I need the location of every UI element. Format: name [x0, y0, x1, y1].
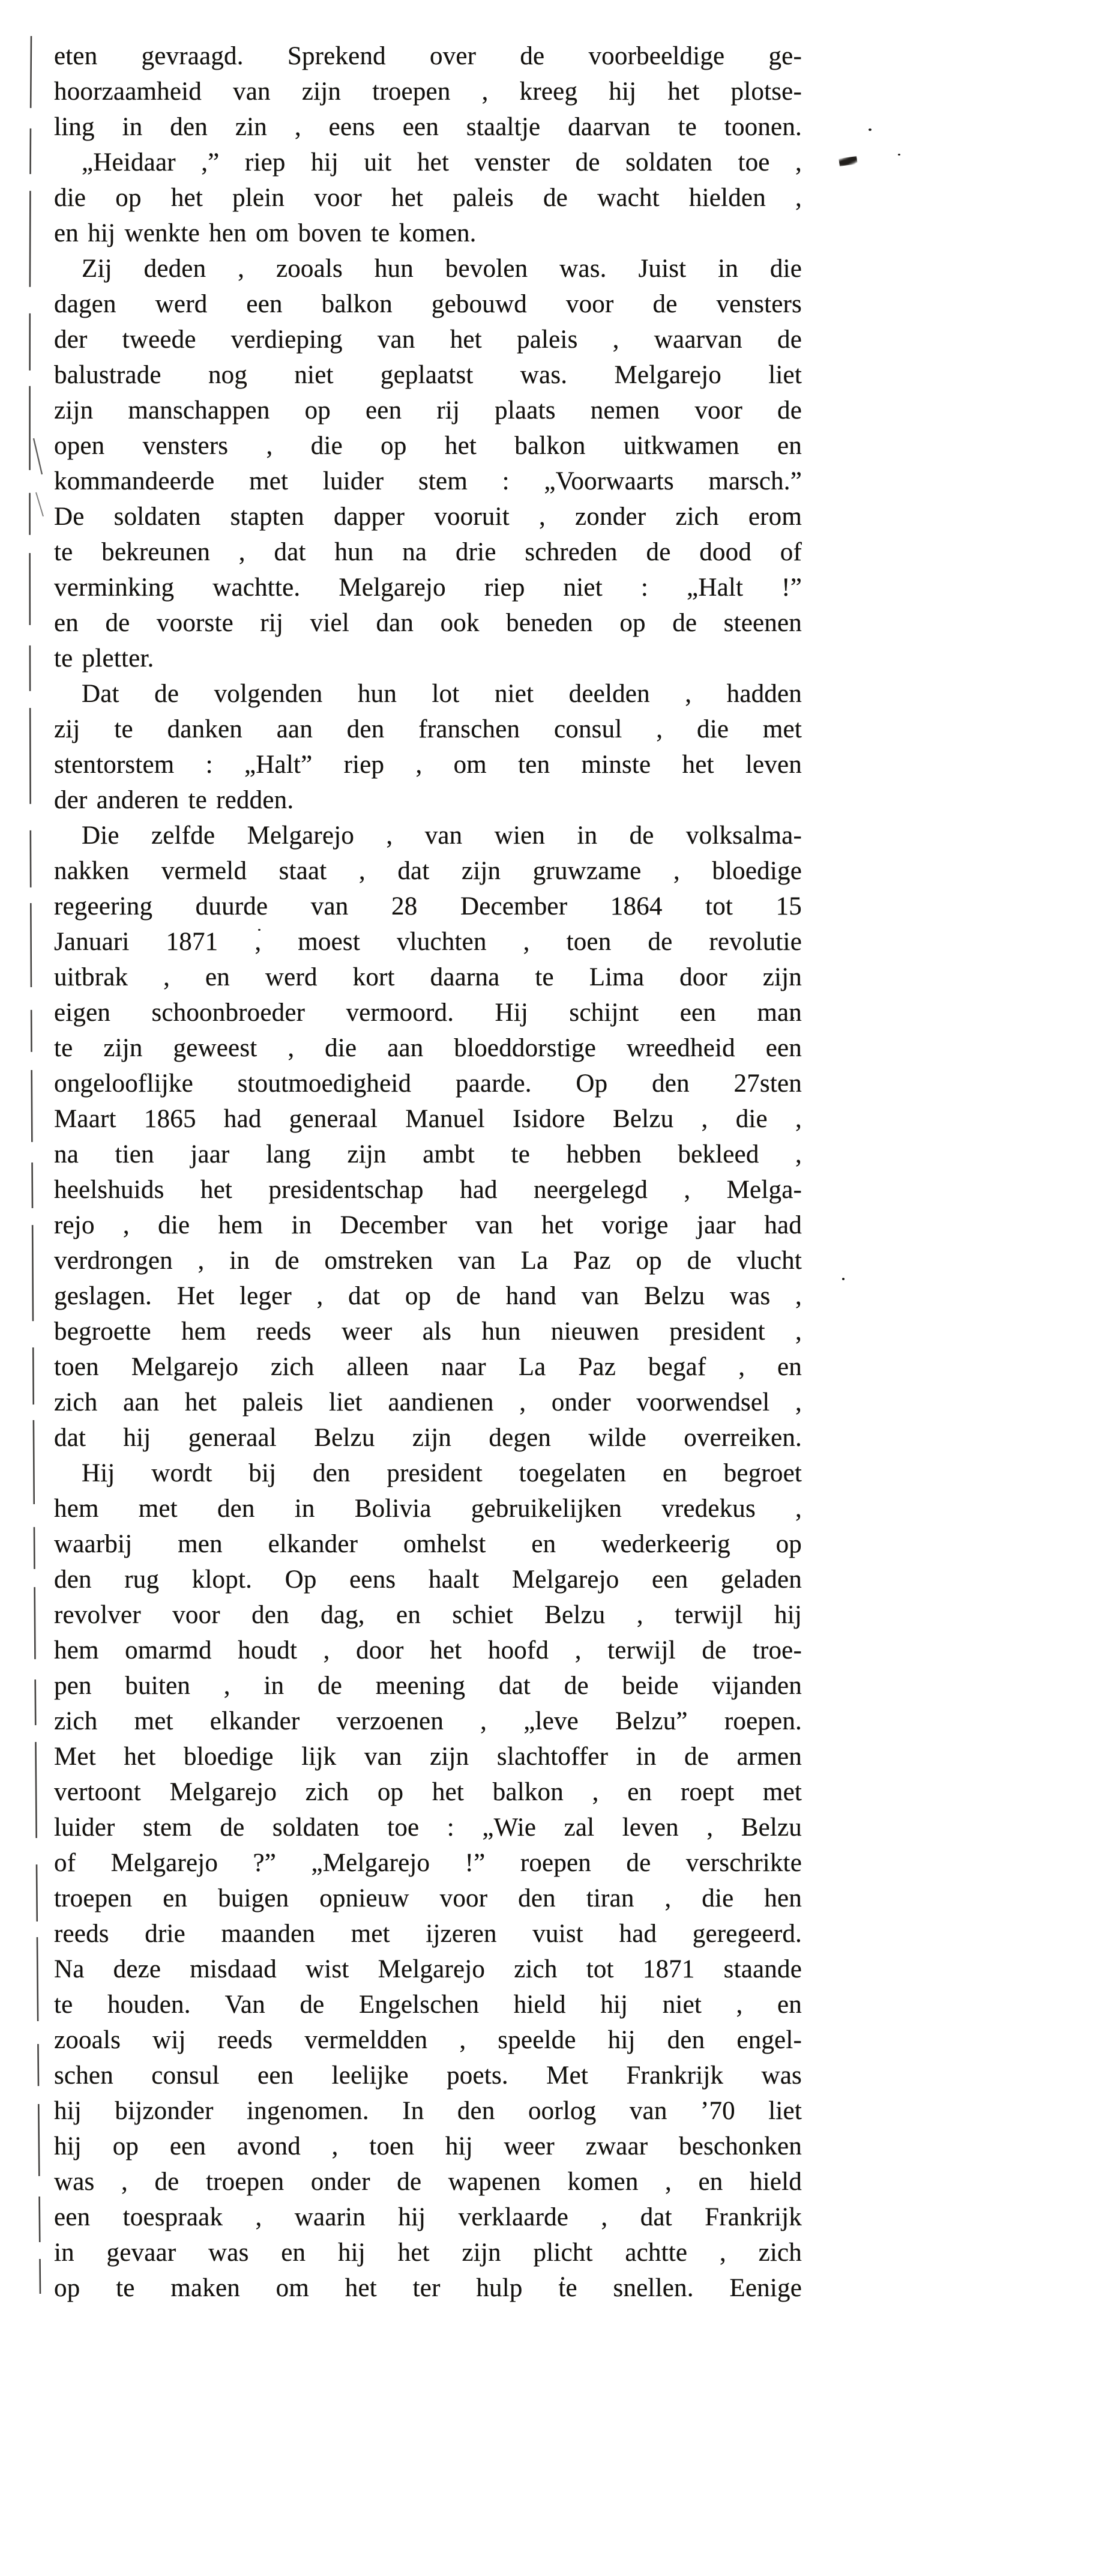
- ink-speck: [842, 1278, 845, 1280]
- text-line: Zij deden , zooals hun bevolen was. Juist in die: [82, 255, 802, 283]
- text-line: open vensters , die op het balkon uitkwamen en: [54, 432, 802, 460]
- text-line: was , de troepen onder de wapenen komen , en hield: [54, 2168, 802, 2196]
- text-line: der anderen te redden.: [54, 786, 294, 814]
- text-line: ling in den zin , eens een staaltje daarvan te toonen.: [54, 113, 802, 141]
- text-line: heelshuids het presidentschap had neergelegd , Melga-: [54, 1176, 802, 1204]
- text-line: te houden. Van de Engelschen hield hij niet , en: [54, 1991, 802, 2019]
- text-line: Die zelfde Melgarejo , van wien in de volksalma-: [82, 821, 802, 850]
- text-line: der tweede verdieping van het paleis , waarvan de: [54, 325, 802, 354]
- text-line: „Heidaar ,” riep hij uit het venster de soldaten toe ,: [82, 148, 802, 177]
- text-line: eten gevraagd. Sprekend over de voorbeeldige ge-: [54, 42, 802, 70]
- text-line: uitbrak , en werd kort daarna te Lima door zijn: [54, 963, 802, 991]
- text-line: zij te danken aan den franschen consul , die met: [54, 715, 802, 743]
- text-line: Na deze misdaad wist Melgarejo zich tot 1871 staande: [54, 1955, 802, 1983]
- text-line: en de voorste rij viel dan ook beneden op de steenen: [54, 609, 802, 637]
- text-line: toen Melgarejo zich alleen naar La Paz begaf , en: [54, 1353, 802, 1381]
- text-block: [54, 38, 802, 2306]
- text-line: zich aan het paleis liet aandienen , onder voorwendsel ,: [54, 1388, 802, 1416]
- text-line: na tien jaar lang zijn ambt te hebben bekleed ,: [54, 1140, 802, 1169]
- text-line: Met het bloedige lijk van zijn slachtoffer in de armen: [54, 1743, 802, 1771]
- text-line: Dat de volgenden hun lot niet deelden , hadden: [82, 680, 802, 708]
- text-line: te pletter.: [54, 644, 154, 673]
- text-line: dagen werd een balkon gebouwd voor de vensters: [54, 290, 802, 318]
- text-line: hij op een avond , toen hij weer zwaar beschonken: [54, 2132, 802, 2160]
- text-line: begroette hem reeds weer als hun nieuwen president ,: [54, 1317, 802, 1346]
- text-line: De soldaten stapten dapper vooruit , zonder zich erom: [54, 503, 802, 531]
- text-line: verdrongen , in de omstreken van La Paz op de vlucht: [54, 1247, 802, 1275]
- text-line: vertoont Melgarejo zich op het balkon , en roept met: [54, 1778, 802, 1806]
- text-line: hem met den in Bolivia gebruikelijken vredekus ,: [54, 1495, 802, 1523]
- text-line: hem omarmd houdt , door het hoofd , terwijl de troe-: [54, 1636, 802, 1664]
- text-line: Hij wordt bij den president toegelaten en begroet: [82, 1459, 802, 1487]
- text-line: zijn manschappen op een rij plaats nemen voor de: [54, 396, 802, 425]
- text-line: regeering duurde van 28 December 1864 tot 15: [54, 892, 802, 921]
- text-line: stentorstem : „Halt” riep , om ten minste het leven: [54, 751, 802, 779]
- text-line: dat hij generaal Belzu zijn degen wilde overreiken.: [54, 1424, 802, 1452]
- text-line: in gevaar was en hij het zijn plicht achtte , zich: [54, 2239, 802, 2267]
- text-line: eigen schoonbroeder vermoord. Hij schijnt een man: [54, 999, 802, 1027]
- text-line: den rug klopt. Op eens haalt Melgarejo een geladen: [54, 1565, 802, 1594]
- text-line: nakken vermeld staat , dat zijn gruwzame , bloedige: [54, 857, 802, 885]
- text-line: op te maken om het ter hulp te snellen. Eenige: [54, 2274, 802, 2302]
- text-line: die op het plein voor het paleis de wacht hielden ,: [54, 184, 802, 212]
- text-line: hij bijzonder ingenomen. In den oorlog van ’70 liet: [54, 2097, 802, 2125]
- ink-speck: [869, 128, 872, 131]
- text-line: troepen en buigen opnieuw voor den tiran , die hen: [54, 1884, 802, 1912]
- text-line: een toespraak , waarin hij verklaarde , dat Frankrijk: [54, 2203, 802, 2231]
- text-line: luider stem de soldaten toe : „Wie zal leven , Belzu: [54, 1813, 802, 1842]
- text-line: schen consul een leelijke poets. Met Frankrijk was: [54, 2061, 802, 2090]
- text-line: hoorzaamheid van zijn troepen , kreeg hij het plotse-: [54, 77, 802, 106]
- text-line: ongelooflijke stoutmoedigheid paarde. Op den 27sten: [54, 1069, 802, 1098]
- text-line: reeds drie maanden met ijzeren vuist had geregeerd.: [54, 1920, 802, 1948]
- ink-smudge: [839, 156, 858, 166]
- ink-speck: [898, 154, 900, 156]
- text-line: kommandeerde met luider stem : „Voorwaarts marsch.”: [54, 467, 802, 495]
- text-line: balustrade nog niet geplaatst was. Melgarejo liet: [54, 361, 802, 389]
- text-line: of Melgarejo ?” „Melgarejo !” roepen de verschrikte: [54, 1849, 802, 1877]
- text-line: te zijn geweest , die aan bloeddorstige wreedheid een: [54, 1034, 802, 1062]
- text-line: rejo , die hem in December van het vorige jaar had: [54, 1211, 802, 1239]
- text-line: te bekreunen , dat hun na drie schreden de dood of: [54, 538, 802, 566]
- text-line: revolver voor den dag, en schiet Belzu , terwijl hij: [54, 1601, 802, 1629]
- text-line: Maart 1865 had generaal Manuel Isidore Belzu , die ,: [54, 1105, 802, 1133]
- text-line: zooals wij reeds vermeldden , speelde hij den engel-: [54, 2026, 802, 2054]
- text-line: Januari 1871 , moest vluchten , toen de revolutie: [54, 928, 802, 956]
- text-line: geslagen. Het leger , dat op de hand van Belzu was ,: [54, 1282, 802, 1310]
- text-line: zich met elkander verzoenen , „leve Belzu” roepen.: [54, 1707, 802, 1735]
- text-line: pen buiten , in de meening dat de beide vijanden: [54, 1672, 802, 1700]
- text-line: verminking wachtte. Melgarejo riep niet : „Halt !”: [54, 573, 802, 602]
- text-line: waarbij men elkander omhelst en wederkeerig op: [54, 1530, 802, 1558]
- text-line: en hij wenkte hen om boven te komen.: [54, 219, 477, 247]
